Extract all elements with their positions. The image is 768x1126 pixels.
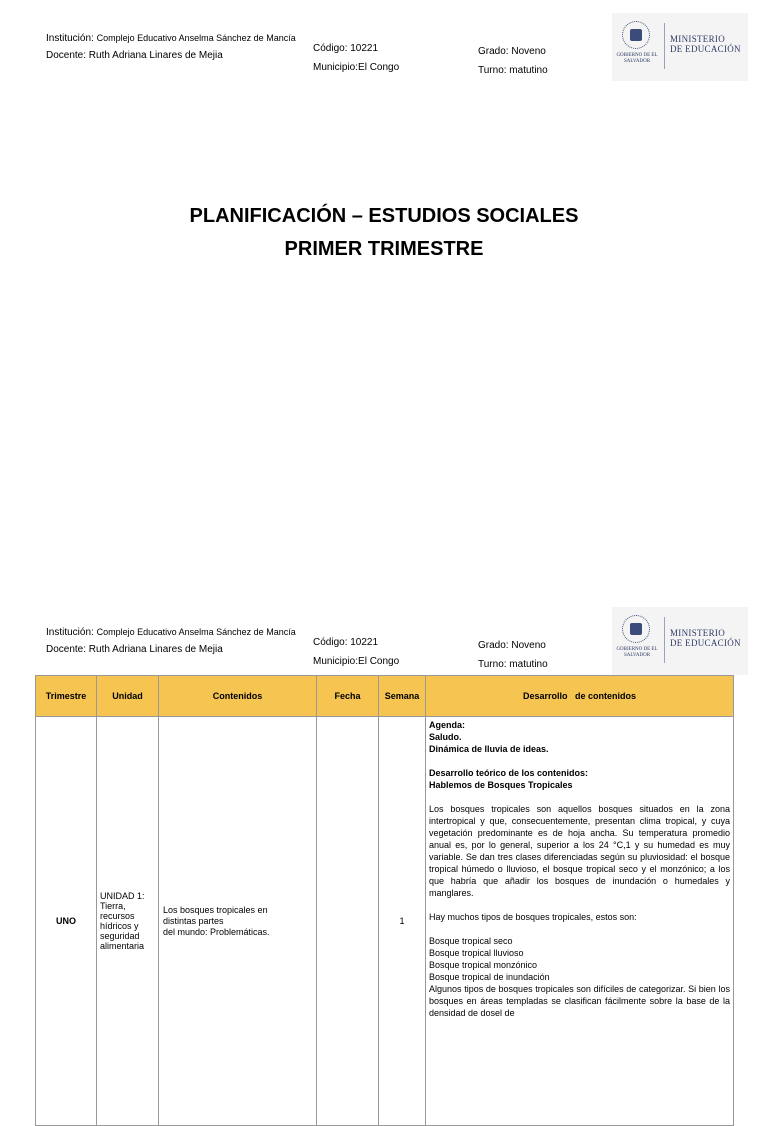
paragraph-2: Algunos tipos de bosques tropicales son difíciles de categorizar. Si bien los bosques en áreas templadas se clasifican fácilmente sobre la base de la densidad de dosel de — [429, 984, 730, 1018]
logo-divider — [664, 23, 665, 69]
code-info — [313, 633, 399, 671]
grade-info — [478, 636, 548, 674]
table-row — [36, 717, 734, 1126]
institucion-label: Institución: — [46, 627, 94, 638]
agenda-line: Saludo. — [429, 732, 462, 742]
intro-list: Hay muchos tipos de bosques tropicales, estos son: — [429, 912, 637, 922]
forest-type-item: Bosque tropical monzónico — [429, 960, 538, 970]
cell-fecha — [317, 717, 379, 1126]
institucion-value: Complejo Educativo Anselma Sánchez de Mancía — [96, 627, 296, 637]
subtitle-line: Desarrollo teórico de los contenidos: — [429, 768, 589, 778]
logo-ministerio-text — [670, 34, 741, 54]
page-title — [0, 200, 768, 266]
institucion-label: Institución: — [46, 33, 94, 44]
forest-type-item: Bosque tropical seco — [429, 936, 513, 946]
col-header-trimestre: Trimestre — [36, 676, 97, 717]
contenidos-line: distintas partes — [163, 915, 224, 926]
contenidos-line: Los bosques tropicales en — [163, 904, 268, 915]
unidad-line: hídricos y — [100, 921, 139, 931]
logo-gobierno-text: GOBIERNO DE EL SALVADOR — [616, 53, 658, 64]
logo-gobierno-text: GOBIERNO DE EL SALVADOR — [616, 647, 658, 658]
institution-info — [46, 624, 296, 658]
logo-ministerio-text — [670, 628, 741, 648]
col-header-unidad: Unidad — [97, 676, 159, 717]
forest-type-item: Bosque tropical lluvioso — [429, 948, 524, 958]
subtitle-line: Hablemos de Bosques Tropicales — [429, 780, 573, 790]
code-info — [313, 39, 399, 77]
docente-text: Docente: Ruth Adriana Linares de Mejia — [46, 644, 223, 655]
logo-ministerio-line2: DE EDUCACIÓN — [670, 44, 741, 54]
contenidos-line: del mundo: Problemáticas. — [163, 926, 270, 937]
logo-ministerio-line2: DE EDUCACIÓN — [670, 638, 741, 648]
header-block-1 — [0, 30, 768, 110]
ministry-logo — [612, 13, 748, 81]
col-header-contenidos: Contenidos — [159, 676, 317, 717]
cell-trimestre: UNO — [36, 717, 97, 1126]
codigo-text: Código: 10221 — [313, 637, 379, 648]
cell-semana: 1 — [379, 717, 426, 1126]
grado-text: Grado: Noveno — [478, 640, 546, 651]
col-header-semana: Semana — [379, 676, 426, 717]
title-line-1: PLANIFICACIÓN – ESTUDIOS SOCIALES — [189, 205, 579, 227]
agenda-line: Dinámica de lluvia de ideas. — [429, 744, 549, 754]
logo-ministerio-line1: MINISTERIO — [670, 34, 725, 44]
turno-text: Turno: matutino — [478, 65, 548, 76]
paragraph-1: Los bosques tropicales son aquellos bosques situados en la zona intertropical y que, consecuentemente, presentan clima tropical, y cuya vegetación predominante es de hoja ancha. Su temperatura promedio anual es, por lo general, superior a los 24 °C,1 y su humedad es muy variable. Se dan tres clases diferenciadas según su pluviosidad: el bosque tropical húmedo o lluvioso, el bosque tropical seco y el monzónico; a los que habría que añadir los bosques de inundación o humedales y manglares. — [429, 804, 730, 898]
table-header-row — [36, 676, 734, 717]
codigo-text: Código: 10221 — [313, 43, 379, 54]
grade-info — [478, 42, 548, 80]
grado-text: Grado: Noveno — [478, 46, 546, 57]
unidad-line: seguridad — [100, 931, 140, 941]
coat-of-arms-icon — [622, 615, 650, 643]
title-line-2: PRIMER TRIMESTRE — [284, 238, 484, 260]
institucion-value: Complejo Educativo Anselma Sánchez de Mancía — [96, 33, 296, 43]
planning-table — [35, 675, 734, 1126]
coat-of-arms-icon — [622, 21, 650, 49]
logo-ministerio-line1: MINISTERIO — [670, 628, 725, 638]
unidad-line: recursos — [100, 911, 135, 921]
cell-desarrollo — [426, 717, 734, 1126]
municipio-text: Municipio:El Congo — [313, 656, 400, 667]
col-header-fecha: Fecha — [317, 676, 379, 717]
forest-type-item: Bosque tropical de inundación — [429, 972, 550, 982]
docente-text: Docente: Ruth Adriana Linares de Mejia — [46, 50, 223, 61]
turno-text: Turno: matutino — [478, 659, 548, 670]
ministry-logo — [612, 607, 748, 675]
institution-info — [46, 30, 296, 64]
cell-contenidos — [159, 717, 317, 1126]
col-header-desarrollo: Desarrollo de contenidos — [426, 676, 734, 717]
agenda-line: Agenda: — [429, 720, 465, 730]
cell-unidad — [97, 717, 159, 1126]
unidad-line: Tierra, — [100, 901, 126, 911]
unidad-line: alimentaria — [100, 941, 145, 951]
logo-divider — [664, 617, 665, 663]
unidad-line: UNIDAD 1: — [100, 891, 145, 901]
municipio-text: Municipio:El Congo — [313, 62, 400, 73]
